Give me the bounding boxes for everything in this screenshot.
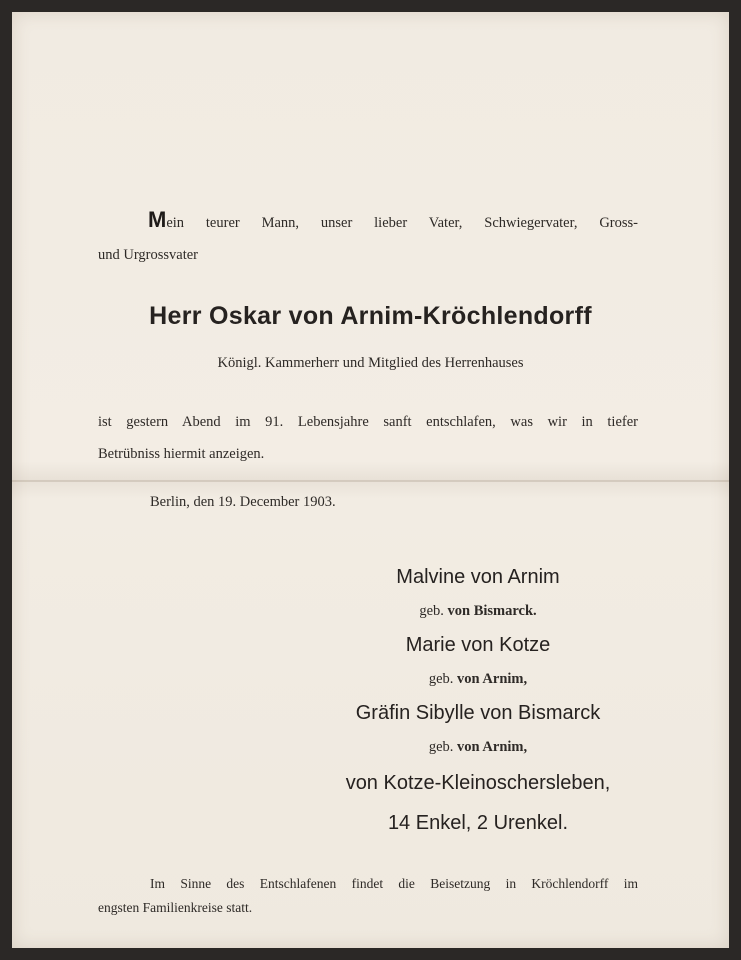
signer-name: Malvine von Arnim [396,566,560,588]
paper-fold-line [12,480,729,482]
intro-line-1-text: ein teurer Mann, unser lieber Vater, Schwiegervater, Gross- [166,215,638,231]
burial-note-line-2: engsten Familienkreise statt. [98,900,253,915]
nee-prefix: geb. [419,603,444,619]
burial-note-line-1: Im Sinne des Entschlafenen findet die Beisetzung in Kröchlendorff im [150,876,638,891]
signer-name: Gräfin Sibylle von Bismarck [355,702,601,724]
signer-name: Marie von Kotze [405,634,551,656]
place-date-line: Berlin, den 19. December 1903. [150,494,336,510]
descendants-line: 14 Enkel, 2 Urenkel. [387,812,569,834]
announcement-card [12,12,729,948]
message-line-1: ist gestern Abend im 91. Lebensjahre sanft entschlafen, was wir in tiefer [98,414,638,430]
dropcap-letter: M [148,207,167,232]
burial-note [98,872,638,920]
deceased-title: Königl. Kammerherr und Mitglied des Herrenhauses [217,355,524,371]
nee-prefix: geb. [428,739,454,755]
message-line-2: Betrübniss hiermit anzeigen. [98,446,265,462]
intro-line-2: und Urgrossvater [98,247,199,263]
deceased-name: Herr Oskar von Arnim-Kröchlendorff [149,302,592,330]
signer-name: von Kotze-Kleinoschersleben, [345,772,611,794]
nee-name: von Arnim, [457,739,528,755]
signer-maiden-name [308,594,648,628]
intro-paragraph [98,204,638,271]
signers-list [308,560,648,840]
nee-name: von Arnim, [457,671,528,687]
intro-line-1 [98,204,638,239]
signer-maiden-name [308,662,648,696]
nee-prefix: geb. [428,671,454,687]
signer-maiden-name [308,730,648,764]
message-paragraph [98,406,638,470]
nee-name: von Bismarck. [447,603,537,619]
